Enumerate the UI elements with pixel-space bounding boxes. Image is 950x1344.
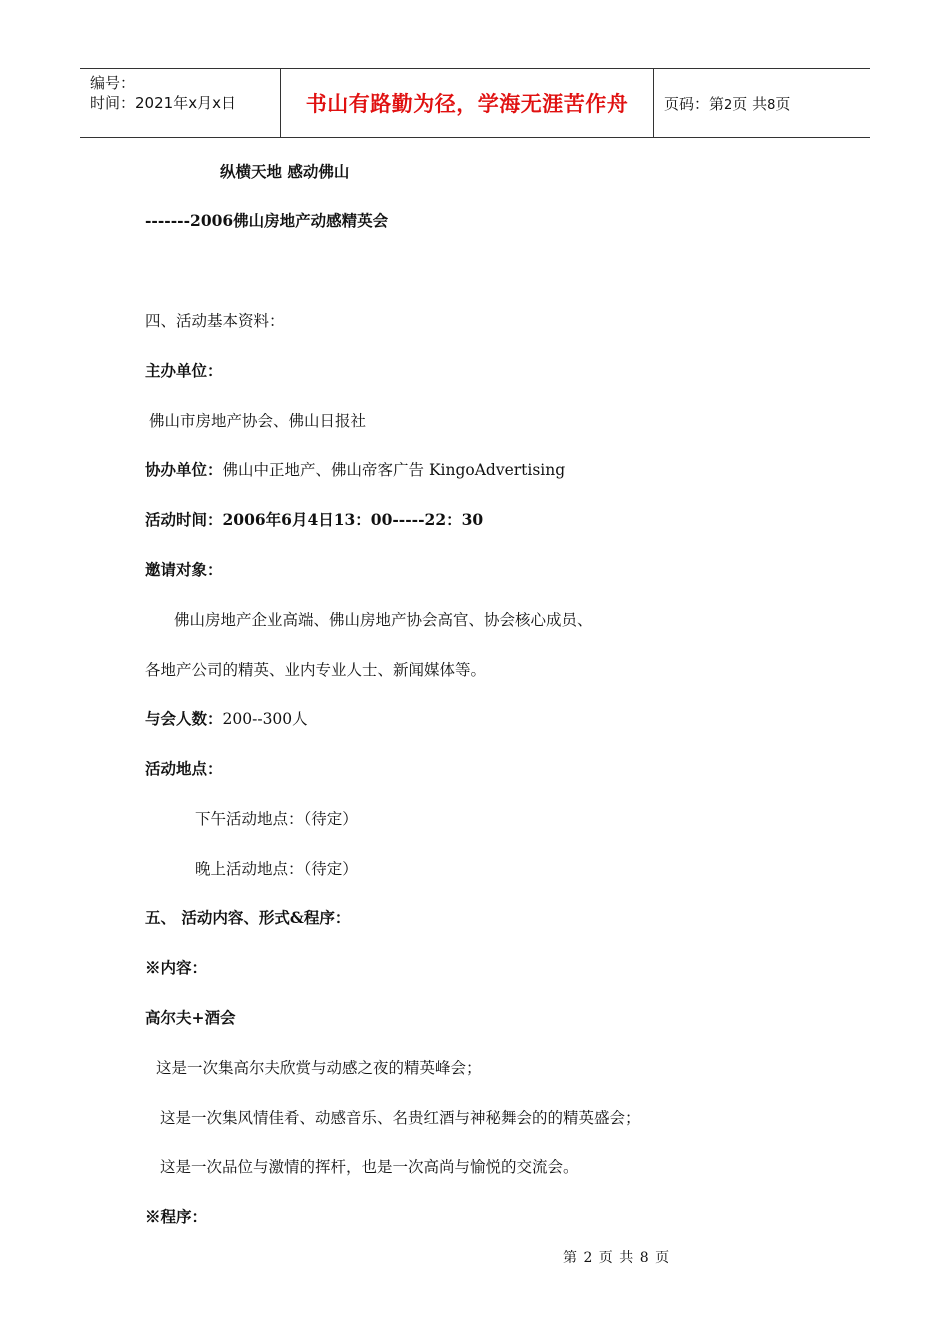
page-footer: 第 2 页 共 8 页: [563, 1250, 671, 1266]
header-page-cell: [654, 69, 870, 137]
event-time-label: 活动时间：: [145, 510, 223, 529]
content-line-1: 这是一次集高尔夫欣赏与动感之夜的精英峰会；: [156, 1059, 482, 1077]
organizer-value: 佛山市房地产协会、佛山日报社: [149, 412, 367, 430]
header-meta-cell: [80, 69, 281, 137]
co-organizer-line: [145, 460, 565, 480]
time-line: [90, 92, 236, 113]
venue-afternoon: 下午活动地点：（待定）: [195, 810, 358, 828]
organizer-label: 主办单位：: [145, 361, 223, 380]
program-label: ※程序：: [145, 1207, 208, 1226]
page-total: 8: [767, 97, 776, 113]
motto: 书山有路勤为径，学海无涯苦作舟: [305, 92, 629, 116]
event-time-value: 2006年6月4日13：00-----22：30: [222, 510, 484, 529]
page-info: 页码：第2页 共8页: [664, 94, 791, 113]
doc-title: 纵横天地 感动佛山: [220, 162, 350, 181]
invite-line-2: 各地产公司的精英、业内专业人士、新闻媒体等。: [145, 661, 487, 679]
attendees-line: [145, 709, 308, 729]
content-title: 高尔夫+酒会: [145, 1008, 236, 1027]
header-motto-cell: [281, 69, 654, 137]
doc-subtitle: -------2006佛山房地产动感精英会: [145, 211, 389, 230]
invite-line-1: 佛山房地产企业高端、佛山房地产协会高官、协会核心成员、: [174, 611, 593, 629]
attendees-value: 200--300人: [222, 710, 308, 728]
page-current: 2: [724, 97, 733, 113]
time-value: 2021年x月x日: [135, 94, 236, 112]
section-4-heading: 四、活动基本资料：: [145, 312, 285, 330]
venue-label: 活动地点：: [145, 759, 223, 778]
venue-evening: 晚上活动地点：（待定）: [195, 860, 358, 878]
time-label: 时间：: [90, 94, 136, 112]
attendees-label: 与会人数：: [145, 709, 223, 728]
section-5-heading: 五、 活动内容、形式&程序：: [145, 908, 351, 927]
content-line-3: 这是一次品位与激情的挥杆，也是一次高尚与愉悦的交流会。: [160, 1158, 579, 1176]
co-organizer-value: 佛山中正地产、佛山帝客广告 KingoAdvertising: [222, 461, 566, 479]
co-organizer-label: 协办单位：: [145, 460, 223, 479]
time-line-doc: [145, 510, 483, 530]
invite-label: 邀请对象：: [145, 560, 223, 579]
number-label: 编号：: [90, 74, 136, 92]
content-line-2: 这是一次集风情佳肴、动感音乐、名贵红酒与神秘舞会的的精英盛会；: [160, 1109, 641, 1127]
content-label: ※内容：: [145, 958, 208, 977]
header-table: [80, 68, 870, 138]
